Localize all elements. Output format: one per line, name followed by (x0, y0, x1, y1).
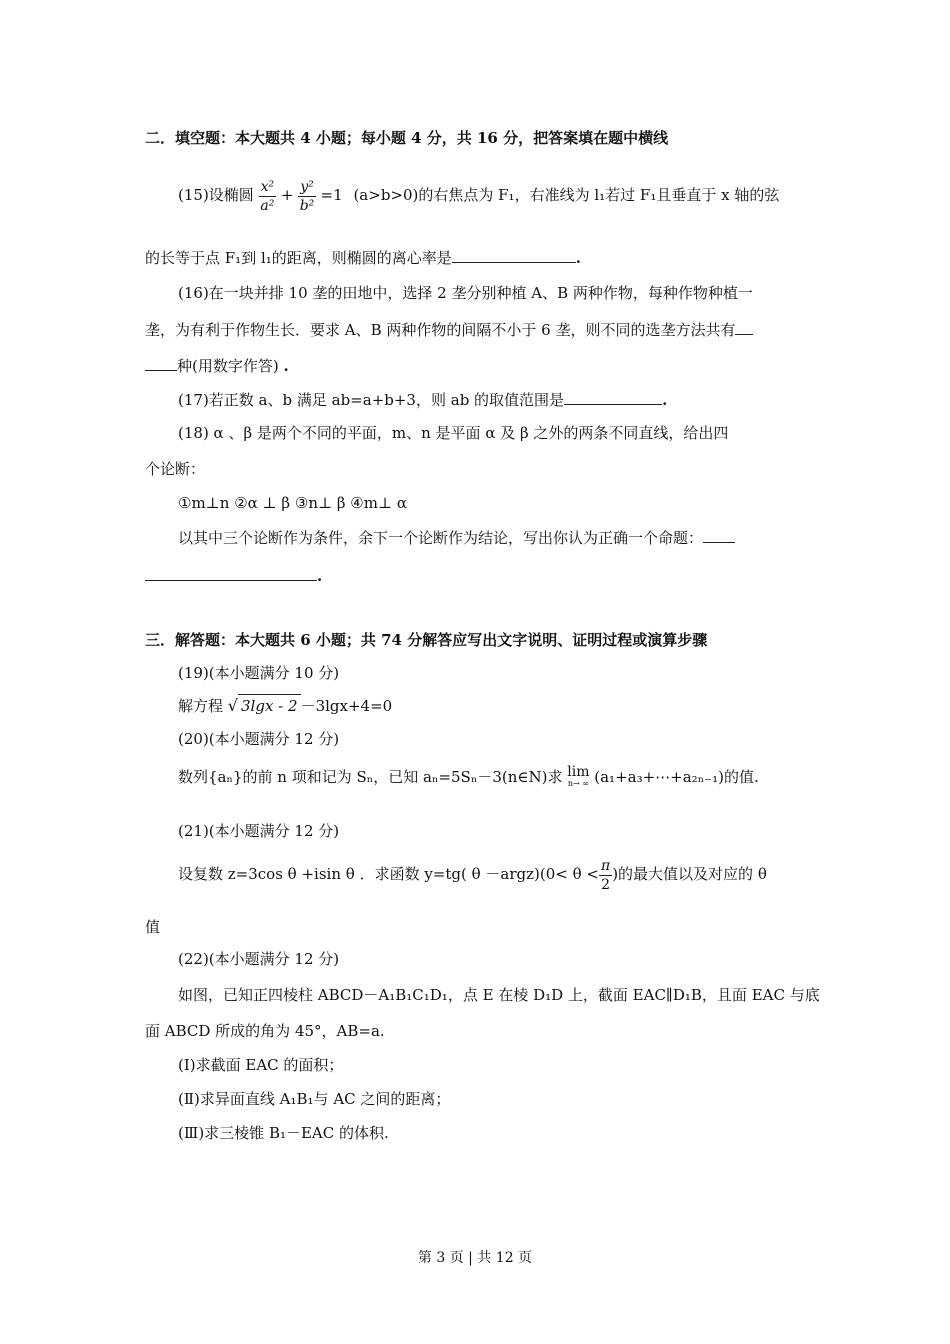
q20-text (178, 762, 759, 798)
q21-pi-fraction: $\frac{\pi}{2}$ (601, 857, 611, 893)
q20-text-main: 数列{aₙ}的前 n 项和记为 Sₙ，已知 aₙ=5Sₙ－3(n∈N)求 (178, 768, 563, 786)
q16-line3 (145, 354, 289, 377)
q15-plus: + (280, 186, 294, 204)
q21-score: (21)(本小题满分 12 分) (178, 822, 340, 840)
q15-condition: (a>b>0)的右焦点为 F₁，右准线为 l₁若过 F₁且垂直于 x 轴的弦 (353, 186, 780, 204)
q18-line2: 个论断： (145, 460, 206, 478)
q18-answer-blank-a[interactable] (703, 526, 735, 543)
q16-answer-blank-a[interactable] (735, 318, 753, 335)
q19-prefix: 解方程 (178, 697, 224, 715)
q16-end: . (283, 357, 289, 375)
q22-part2: (Ⅱ)求异面直线 A₁B₁与 AC 之间的距离； (178, 1090, 451, 1108)
q18-line4 (178, 526, 735, 549)
q15-y-fraction: $\frac{\text{y²}}{\text{b²}}$ (299, 178, 315, 214)
q20-tail: (a₁+a₃+⋯+a₂ₙ₋₁)的值. (594, 768, 759, 786)
q17-end: . (662, 391, 668, 409)
q18-end: . (317, 567, 323, 585)
q15-prefix: (15)设椭圆 (178, 186, 254, 204)
q15-line2 (145, 246, 581, 269)
q22-line1: 如图，已知正四棱柱 ABCD－A₁B₁C₁D₁，点 E 在棱 D₁D 上，截面 EAC∥D₁B，且面 EAC 与底 (178, 986, 820, 1004)
q18-line1: (18) α 、β 是两个不同的平面，m、n 是平面 α 及 β 之外的两条不同直线，给出四 (178, 424, 729, 442)
q19-suffix: －3lgx+4=0 (300, 697, 393, 715)
q15-x-fraction: $\frac{\text{x²}}{\text{a²}}$ (260, 178, 275, 214)
section2-heading: 二．填空题：本大题共 4 小题；每小题 4 分，共 16 分，把答案填在题中横线 (145, 129, 669, 147)
q21-tail: )的最大值以及对应的 θ (612, 865, 767, 883)
q21-text-main: 设复数 z=3cos θ +isin θ ．求函数 y=tg( θ －argz)(0< θ < (178, 865, 599, 883)
q18-line5 (145, 564, 322, 587)
q19-radicand: 3lgx - 2 (238, 694, 301, 717)
q16-line1: (16)在一块并排 10 垄的田地中，选择 2 垄分别种植 A、B 两种作物，每种作物种植一 (178, 284, 753, 302)
q21-line2: 值 (145, 918, 161, 936)
q20-limit: lim n→ ∞ (567, 764, 590, 788)
q17-line (178, 388, 667, 411)
q15-end: . (575, 249, 582, 267)
page-footer: 第 3 页 | 共 12 页 (417, 1250, 533, 1266)
q19-equation (178, 694, 392, 717)
q22-line2: 面 ABCD 所成的角为 45°，AB=a. (145, 1022, 385, 1040)
q15-answer-blank[interactable] (452, 246, 576, 263)
q16-answer-blank-b[interactable] (145, 354, 177, 371)
q17-text: (17)若正数 a、b 满足 ab=a+b+3，则 ab 的取值范围是 (178, 391, 565, 409)
q22-score: (22)(本小题满分 12 分) (178, 950, 340, 968)
q22-part1: (Ⅰ)求截面 EAC 的面积； (178, 1056, 344, 1074)
q16-line2 (145, 318, 753, 341)
q17-answer-blank[interactable] (564, 388, 662, 405)
sqrt-icon: √ (227, 696, 238, 715)
q18-line4-text: 以其中三个论断作为条件，余下一个论断作为结论，写出你认为正确一个命题： (178, 529, 704, 547)
q15-eq: =1 (320, 186, 343, 204)
q22-part3: (Ⅲ)求三棱锥 B₁－EAC 的体积. (178, 1124, 389, 1142)
q19-score: (19)(本小题满分 10 分) (178, 664, 340, 682)
q15-line1 (178, 170, 779, 220)
q21-text (178, 852, 767, 900)
section3-heading: 三．解答题：本大题共 6 小题；共 74 分解答应写出文字说明、证明过程或演算步骤 (145, 631, 708, 649)
q18-options: ①m⊥n ②α ⊥ β ③n⊥ β ④m⊥ α (178, 494, 407, 512)
q15-line2-text: 的长等于点 F₁到 l₁的距离，则椭圆的离心率是 (145, 249, 452, 267)
q18-answer-blank-b[interactable] (145, 564, 317, 581)
q20-score: (20)(本小题满分 12 分) (178, 730, 340, 748)
q16-line3-text: 种(用数字作答) (177, 357, 279, 375)
q16-line2-text: 垄，为有利于作物生长．要求 A、B 两种作物的间隔不小于 6 垄，则不同的选垄方法共有 (145, 321, 736, 339)
